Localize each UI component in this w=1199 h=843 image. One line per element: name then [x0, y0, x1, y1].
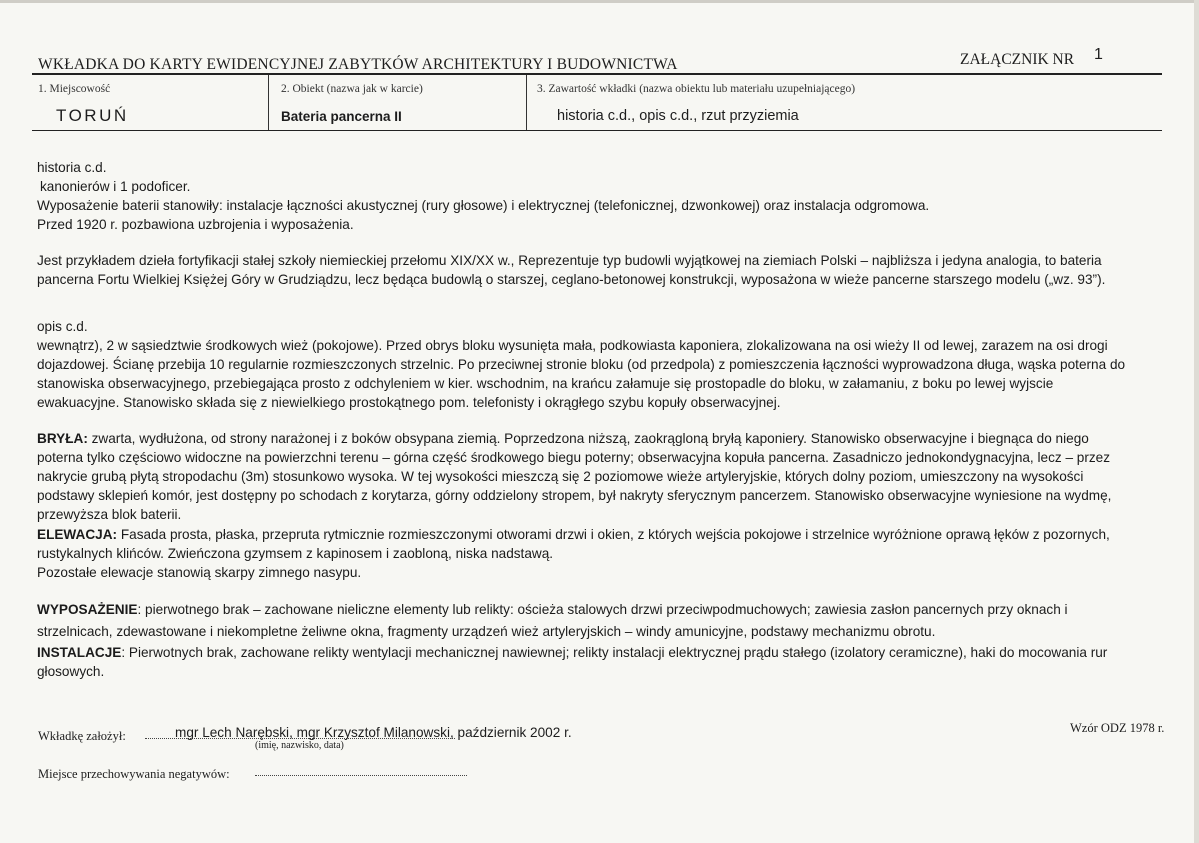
- created-by-hint: (imię, nazwisko, data): [255, 740, 344, 751]
- contents-field-label: 3. Zawartość wkładki (nazwa obiektu lub materiału uzupełniającego): [537, 83, 856, 95]
- form-title: WKŁADKA DO KARTY EWIDENCYJNEJ ZABYTKÓW ARCHITEKTURY I BUDOWNICTWA: [38, 56, 678, 73]
- history-paragraph-1: kanonierów i 1 podoficer.: [40, 179, 191, 195]
- description-heading: opis c.d.: [37, 318, 88, 334]
- wyposazenie-paragraph: [37, 599, 1132, 643]
- history-heading: historia c.d.: [37, 160, 107, 175]
- form-model-label: Wzór ODZ 1978 r.: [1070, 721, 1165, 735]
- annex-number: 1: [1094, 46, 1103, 63]
- elewacja-paragraph: [37, 525, 1132, 563]
- created-by-value: mgr Lech Narębski, mgr Krzysztof Milanowski, październik 2002 r.: [175, 725, 572, 740]
- header-divider-1: [268, 75, 269, 130]
- negatives-location-label: Miejsce przechowywania negatywów:: [38, 767, 230, 781]
- wyposazenie-label: WYPOSAŻENIE: [37, 601, 138, 617]
- instalacje-text: : Pierwotnych brak, zachowane relikty wentylacji mechanicznej nawiewnej; relikty instalacji elektrycznej prądu stałego (izolatory ceramiczne), haki do mocowania rur głosowych.: [37, 644, 1108, 679]
- object-field-label: 2. Obiekt (nazwa jak w karcie): [281, 83, 423, 95]
- header-divider-2: [526, 75, 527, 130]
- paper-edge-right: [1194, 0, 1199, 843]
- history-paragraph-3: Przed 1920 r. pozbawiona uzbrojenia i wyposażenia.: [37, 217, 354, 233]
- body-text: [37, 158, 1132, 681]
- elewacja-paragraph-2: Pozostałe elewacje stanowią skarpy zimnego nasypu.: [37, 564, 362, 580]
- city-field-label: 1. Miejscowość: [38, 83, 111, 95]
- history-paragraph-2: Wyposażenie baterii stanowiły: instalacje łączności akustycznej (rury głosowe) i elektrycznej (telefonicznej, dzwonkowej) oraz instalacja odgromowa.: [37, 198, 930, 214]
- description-paragraph: wewnątrz), 2 w sąsiedztwie środkowych wież (pokojowe). Przed obrys bloku wysunięta mała, podkowiasta kaponiera, zlokalizowana na osi wieży II od lewej, zarazem na osi drogi dojazdowej. Ścianę przebija 10 regularnie rozmieszczonych strzelnic. Po przeciwnej stronie bloku (od przedpola) z pomieszczenia łączności wyprowadzona długa, wąska poterna do stanowiska obserwacyjnego, przebiegająca prosto z odchyleniem w kier. wschodnim, na krańcu załamuje się prostopadle do bloku, w załamaniu, z boku po lewej wyjscie ewakuacyjne. Stanowisko składa się z niewielkiego prostokątnego pom. telefonisty i okrągłego szybu kopuły obserwacyjnej.: [37, 337, 1126, 410]
- city-value: TORUŃ: [56, 106, 129, 125]
- header-rule-bottom: [32, 130, 1162, 131]
- contents-value: historia c.d., opis c.d., rzut przyziemia: [557, 108, 799, 124]
- elewacja-text: Fasada prosta, płaska, przepruta rytmicznie rozmieszczonymi otworami drzwi i okien, z których wejścia pokojowe i strzelnice wyróżnione oprawą łęków z pozornych, rustykalnych klińców. Zwieńczona gzymsem z kapinosem i zaobloną, niska nadstawą.: [37, 526, 1110, 561]
- bryla-paragraph: [37, 429, 1132, 524]
- bryla-text: zwarta, wydłużona, od strony narażonej i z boków obsypana ziemią. Poprzedzona niższą, zaokrągloną bryłą kaponiery. Stanowisko obserwacyjne i biegnąca do niego poterna tylko częściowo widoczne na powierzchni terenu – górna część środkowego biegu poterny; obserwacyjna kopuła pancerna. Zasadniczo jednokondygnacyjna, lecz – przez nakrycie grubą płytą stropodachu (3m) stosunkowo wysoka. W tej wysokości mieszczą się 2 poziomowe wieże artyleryjskie, których dolny poziom, umieszczony na wysokości podstawy sklepień komór, jest dostępny po schodach z korytarza, górny oddzielony stropem, był nakryty sferycznym pancerzem. Stanowisko obserwacyjne wyniesione na wydmę, przewyższa blok baterii.: [37, 431, 1112, 523]
- instalacje-label: INSTALACJE: [37, 644, 122, 660]
- wyposazenie-text: : pierwotnego brak – zachowane nieliczne elementy lub relikty: ościeża stalowych drzwi przeciwpodmuchowych; zawiesia zasłon pancernych przy oknach i strzelnicach, zdewastowane i niekompletne żeliwne okna, fragmenty urządzeń wież artyleryjskich – windy amunicyjne, podstawy mechanizmu obrotu.: [37, 601, 1068, 639]
- created-by-label: Wkładkę założył:: [38, 729, 126, 743]
- negatives-location-line: [255, 775, 467, 776]
- significance-paragraph: Jest przykładem dzieła fortyfikacji stałej szkoły niemieckiej przełomu XIX/XX w., Reprezentuje typ budowli wyjątkowej na ziemiach Polski – najbliższa i jedyna analogia, to bateria pancerna Fortu Wielkiej Księżej Góry w Grudziądzu, lecz będąca budowlą o starszej, ceglano-betonowej konstrukcji, wyposażona w wieże pancerne starszego modelu („wz. 93”).: [37, 253, 1106, 288]
- paper-edge-top: [0, 0, 1199, 3]
- annex-label: ZAŁĄCZNIK NR: [960, 51, 1075, 68]
- bryla-label: BRYŁA:: [37, 431, 88, 447]
- elewacja-label: ELEWACJA:: [37, 526, 118, 542]
- header-rule-top: [32, 73, 1162, 75]
- instalacje-paragraph: [37, 643, 1132, 681]
- object-value: Bateria pancerna II: [281, 109, 402, 124]
